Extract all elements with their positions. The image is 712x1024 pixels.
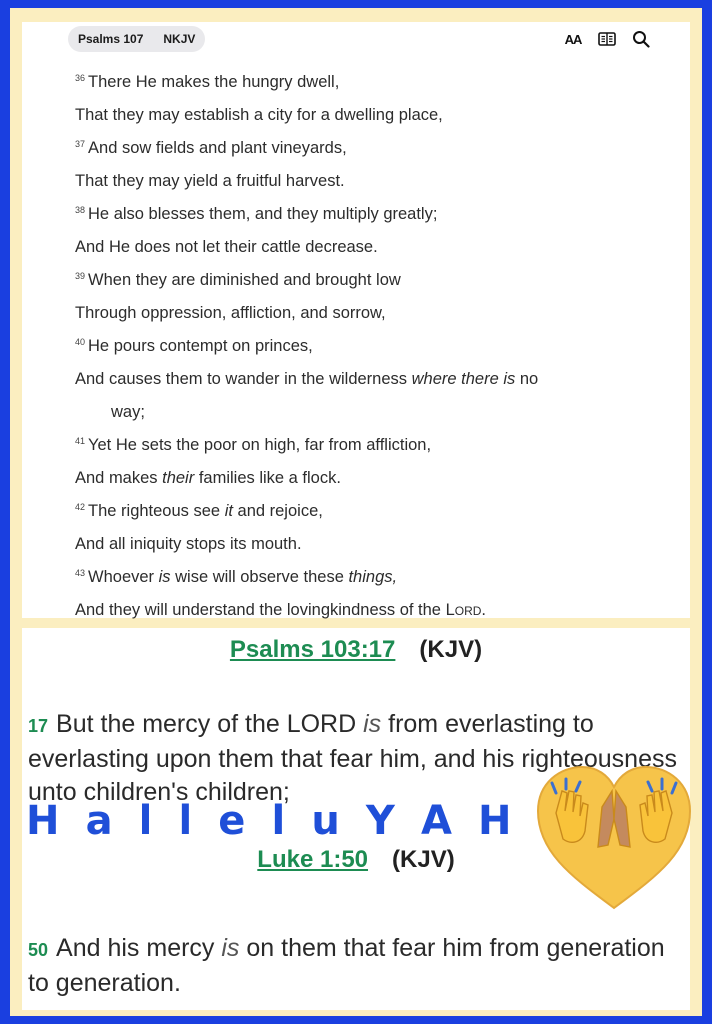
bible-app-screen	[22, 22, 690, 618]
verse-text: And makes	[75, 469, 163, 487]
verse-number[interactable]: 39	[75, 271, 86, 281]
font-size-label: AA	[564, 31, 582, 47]
luke-1-50-link[interactable]: Luke 1:50	[257, 846, 369, 873]
italic-text: where there is	[411, 370, 516, 388]
italic-text: is	[158, 568, 171, 586]
verse-text: wise will observe these	[170, 568, 349, 586]
scripture-card	[22, 628, 690, 1010]
image-frame	[10, 8, 702, 1016]
reference-psalms	[22, 636, 690, 664]
verse-number[interactable]: 43	[75, 568, 86, 578]
search-icon[interactable]	[630, 29, 652, 49]
verse-number: 50	[28, 940, 49, 960]
verse-text: way;	[111, 403, 145, 421]
halleluyah-letter: Y	[365, 798, 395, 844]
version-label: (KJV)	[419, 636, 483, 663]
book-chapter-button[interactable]: Psalms 107	[78, 32, 144, 46]
verse-text: families like a flock.	[194, 469, 341, 487]
verse-line	[75, 165, 675, 198]
verse-line	[75, 462, 675, 495]
verse-text: And sow fields and plant vineyards,	[88, 139, 347, 157]
verse-number[interactable]: 36	[75, 73, 86, 83]
verse-text: The righteous see	[88, 502, 225, 520]
verse-text: And all iniquity stops its mouth.	[75, 535, 302, 553]
italic-text: things,	[348, 568, 398, 586]
verse-line	[75, 198, 675, 231]
verse-line	[75, 495, 675, 528]
verse-text: And He does not let their cattle decrease.	[75, 238, 378, 256]
halleluyah-letter: H	[478, 798, 512, 844]
verse-line	[75, 363, 675, 396]
verse-text: That they may yield a fruitful harvest.	[75, 172, 345, 190]
heart-praise-hands-icon	[534, 763, 694, 913]
verse-line	[75, 561, 675, 594]
verse-line	[75, 231, 675, 264]
halleluyah-letter: l	[271, 798, 286, 844]
verse-line	[75, 429, 675, 462]
halleluyah-banner	[26, 798, 556, 844]
verse-line	[75, 297, 675, 330]
reference-luke	[22, 846, 690, 874]
verse-number: 17	[28, 716, 49, 736]
verse-text: When they are diminished and brought low	[88, 271, 401, 289]
verse-line	[75, 594, 675, 627]
verse-text: Through oppression, affliction, and sorrow,	[75, 304, 386, 322]
verse-line	[75, 528, 675, 561]
version-label: (KJV)	[392, 846, 455, 873]
verse-number[interactable]: 40	[75, 337, 86, 347]
verse-text: Whoever	[88, 568, 159, 586]
halleluyah-letter: A	[420, 798, 452, 844]
psalms-103-17-link[interactable]: Psalms 103:17	[229, 636, 396, 663]
verse-psalms-103-17: 17 But the mercy of the LORD is from everlasting to everlasting upon them that fear him, and his righteousness unto children's children;	[28, 710, 677, 806]
version-button[interactable]: NKJV	[163, 32, 196, 46]
verse-text: Lord	[445, 601, 482, 619]
verse-line	[75, 330, 675, 363]
verse-line	[75, 396, 675, 429]
verse-number[interactable]: 38	[75, 205, 86, 215]
book-columns-icon[interactable]	[596, 29, 618, 49]
halleluyah-letter: e	[218, 798, 246, 844]
verse-text: no	[515, 370, 539, 388]
verse-number[interactable]: 42	[75, 502, 86, 512]
verse-line	[75, 132, 675, 165]
font-size-icon[interactable]	[562, 29, 584, 49]
verse-line	[75, 264, 675, 297]
italic-text: it	[224, 502, 233, 520]
halleluyah-letter: l	[138, 798, 153, 844]
verse-text: He pours contempt on princes,	[88, 337, 313, 355]
halleluyah-letter: l	[178, 798, 193, 844]
halleluyah-letter: u	[311, 798, 340, 844]
verse-text: And causes them to wander in the wilderness	[75, 370, 412, 388]
top-bar	[22, 22, 690, 58]
verse-text: .	[481, 601, 487, 619]
chapter-text	[75, 66, 675, 627]
verse-text: There He makes the hungry dwell,	[88, 73, 340, 91]
verse-text: He also blesses them, and they multiply greatly;	[88, 205, 438, 223]
verse-line	[75, 99, 675, 132]
verse-text: And they will understand the lovingkindness of the	[75, 601, 446, 619]
verse-number[interactable]: 37	[75, 139, 86, 149]
toolbar	[562, 29, 652, 49]
verse-luke-1-50: 50 And his mercy is on them that fear him from generation to generation.	[28, 934, 665, 997]
halleluyah-letter: H	[26, 798, 60, 844]
verse-text: Yet He sets the poor on high, far from affliction,	[88, 436, 432, 454]
italic-text: their	[162, 469, 195, 487]
verse-text: and rejoice,	[232, 502, 323, 520]
verse-line	[75, 66, 675, 99]
chapter-version-pill[interactable]	[68, 26, 205, 52]
verse-text: That they may establish a city for a dwelling place,	[75, 106, 443, 124]
halleluyah-letter: a	[85, 798, 113, 844]
verse-number[interactable]: 41	[75, 436, 86, 446]
